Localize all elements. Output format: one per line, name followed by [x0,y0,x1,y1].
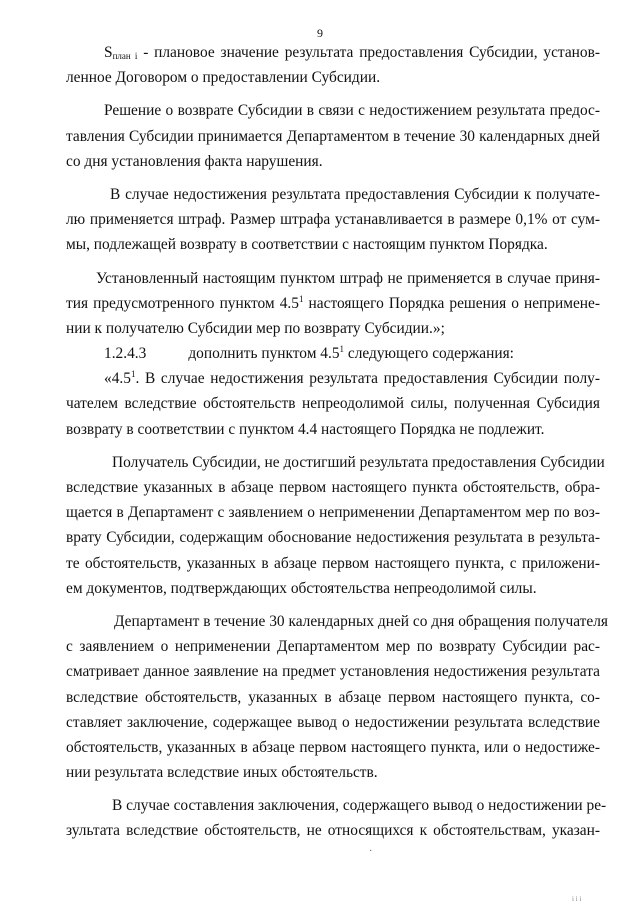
text-line: вследствие обстоятельств, указанных в абзаце первом настоящего пункта, со- [66,688,600,706]
text-line: Департамент в течение 30 календарных дней со дня обращения получателя [114,612,608,630]
text-line: чателем вследствие обстоятельств непреодолимой силы, полученная Субсидия [66,395,600,413]
text-line: зультата вследствие обстоятельств, не относящихся к обстоятельствам, указан- [66,822,600,840]
text-line: Получатель Субсидии, не достигший результата предоставления Субсидии [112,453,605,471]
subscript: план i [112,51,138,61]
text-line: Установленный настоящим пунктом штраф не применяется в случае приня- [96,269,600,287]
paragraph-conclusion [66,793,607,843]
text-line: Решение о возврате Субсидии в связи с недостижением результата предос- [104,102,600,120]
paragraph-recipient-application [66,450,605,601]
text-line: обстоятельств, указанных в абзаце первом настоящего пункта, или о недостиже- [66,738,600,756]
text-line: вследствие указанных в абзаце первом настоящего пункта обстоятельств, обра- [66,479,600,496]
clause-number: 1.2.4.3 [104,345,147,363]
text-line: нии результата вследствие иных обстоятельств. [66,764,378,782]
superscript: 1 [298,293,304,304]
document-body [66,40,608,844]
paragraph-penalty-exception [66,266,600,342]
footer-code: і і і [572,895,582,903]
scan-dot-mark: · [369,846,373,857]
text-line: «$4.5^1$. В случае недостижения результата предоставления Субсидии полу- [104,369,600,388]
paragraph-plan-value [66,40,600,90]
text-line: ленное Договором о предоставлении Субсидии. [66,69,381,87]
text-line: мы, подлежащей возврату в соответствии с настоящим пунктом Порядка. [66,236,548,254]
superscript: 1 [130,369,136,380]
text-line: ставляет заключение, содержащее вывод о недостижении результата вследствие [66,713,600,731]
clause-1-2-4-3: 1.2.4.3 дополнить пунктом $4.5^1$ следующего содержания: [104,343,514,363]
paragraph-department-review [66,609,608,785]
text-line: В случае составления заключения, содержащего вывод о недостижении ре- [112,797,607,815]
text-line: сматривает данное заявление на предмет установления недостижения результата [66,663,600,681]
text-line: врату Субсидии, содержащим обоснование недостижения результата в результа- [66,529,600,547]
text-line: ем документов, подтверждающих обстоятельства непреодолимой силы. [66,579,537,597]
text-line: те обстоятельств, указанных в абзаце первом настоящего пункта, с приложени- [66,554,600,572]
text-line: тия предусмотренного пунктом $4.5^1$ настоящего Порядка решения о непримене- [66,293,600,312]
text-line: лю применяется штраф. Размер штрафа устанавливается в размере 0,1% от сум- [66,211,600,229]
text-line: возврату в соответствии с пунктом 4.4 настоящего Порядка не подлежит. [66,420,545,438]
text-line: с заявлением о неприменении Департаментом мер по возврату Субсидии рас- [66,638,600,656]
superscript: 1 [339,343,345,354]
text-line: щается в Департамент с заявлением о неприменении Департаментом мер по воз- [66,504,600,522]
page-number: 9 [317,26,323,40]
paragraph-penalty [66,182,600,258]
paragraph-return-decision [66,98,600,174]
text-line: тавления Субсидии принимается Департаментом в течение 30 календарных дней [66,127,600,145]
text-line: $S_{план i}$ - плановое значение результата предоставления Субсидии, установ- [104,44,600,61]
text-line: со дня установления факта нарушения. [66,152,323,170]
text-line: нии к получателю Субсидии мер по возврату Субсидии.»; [66,319,445,337]
text-line: В случае недостижения результата предоставления Субсидии к получате- [110,185,600,203]
paragraph-4-5-1 [66,366,600,442]
